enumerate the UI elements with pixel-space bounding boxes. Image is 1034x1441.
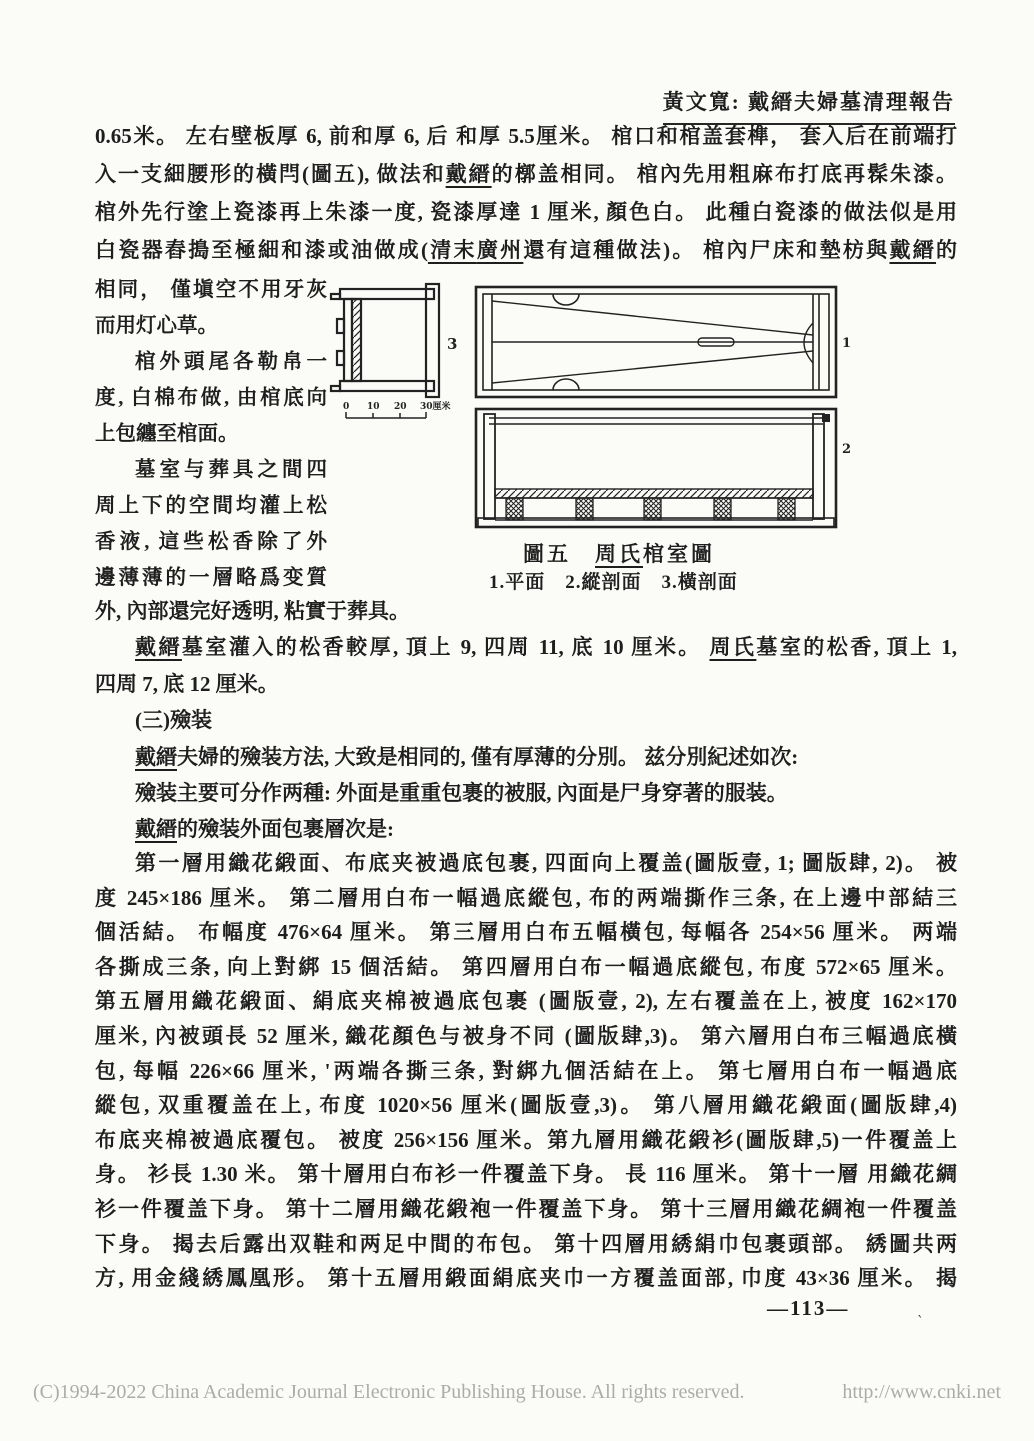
copyright-text: (C)1994-2022 China Academic Journal Electronic Publishing House. All rights reserved. [33,1381,745,1403]
text-line: 身。 衫長 1.30 米。 第十層用白布衫一件覆盖下身。 長 116 厘米。 第十一層 用織花綢 [95,1162,957,1187]
paragraph-burial-layers [95,846,957,1296]
text-line: 而用灯心草。 [95,315,218,337]
paragraph-top [95,117,957,269]
cross-section-diagram [331,284,439,397]
text-line: 縱包, 双重覆盖在上, 布度 1020×56 厘米(圖版壹,3)。 第八層用織花緞面(圖版肆,4) [95,1093,957,1118]
figure-caption: 圖五 周氏棺室圖 [523,542,715,566]
text-line: 香液, 這些松香除了外 [95,531,327,553]
page-number: —113— [767,1296,850,1320]
text-line: 白瓷器舂搗至極細和漆或油做成(清末廣州還有這種做法)。 棺內尸床和墊枋與戴縉的 [95,238,958,262]
figure-five-drawing [326,281,861,535]
text-line: 厘米, 內被頭長 52 厘米, 織花顏色与被身不同 (圖版肆,3)。 第六層用白布三幅過底橫 [95,1023,957,1048]
proper-noun: 周氏 [595,542,643,566]
proper-noun: 戴縉 [135,744,177,769]
text-line: 墓室与葬具之間四 [135,459,327,481]
proper-noun: 清末 [427,238,477,262]
text-line: 包, 每幅 226×66 厘米, '两端各撕三条, 對綁九個活結在上。 第七層用白布一幅過底 [95,1058,957,1083]
text-line: 度, 白棉布做, 由棺底向 [95,387,327,409]
text-line: 度 245×186 厘米。 第二層用白布一幅過底縱包, 布的两端撕作三条, 在上邊中部結三 [95,885,957,910]
text-line: 四周 7, 底 12 厘米。 [95,671,279,696]
proper-noun: 廣州 [476,238,524,262]
svg-text:20: 20 [394,402,407,412]
proper-noun: 戴縉 [889,238,937,262]
proper-noun: 周氏 [709,635,757,660]
svg-text:30厘米: 30厘米 [420,402,451,412]
text-line: 戴縉夫婦的殮装方法, 大致是相同的, 僅有厚薄的分別。 兹分別紀述如次: [135,744,799,769]
svg-text:10: 10 [367,402,380,412]
text-line: 棺外先行塗上瓷漆再上朱漆一度, 瓷漆厚達 1 厘米, 顏色白。 此種白瓷漆的做法似是用 [95,200,957,224]
footer-url: http://www.cnki.net [842,1381,1001,1403]
text-line: 上包纏至棺面。 [95,423,239,445]
text-line: 各撕成三条, 向上對綁 15 個活結。 第四層用白布一幅過底縱包, 布度 572×65 厘米。 [95,954,957,979]
part-label-cross: 3 [447,335,458,353]
copyright-footer [33,1381,1001,1404]
scale-bar [346,412,426,418]
text-line: 戴縉的殮装外面包裹層次是: [135,817,394,842]
plan-view-diagram [476,287,836,397]
text-line: 戴縉墓室灌入的松香較厚, 頂上 9, 四周 11, 底 10 厘米。 周氏墓室的松香, 頂上 1, [135,635,958,660]
text-line: 入一支細腰形的橫閂(圖五), 做法和戴縉的槨盖相同。 棺內先用粗麻布打底再髹朱漆。 [95,162,957,186]
proper-noun: 戴縉 [445,162,492,186]
text-line: 個活結。 布幅度 476×64 厘米。 第三層用白布五幅橫包, 每幅各 254×56 厘米。 两端 [95,920,957,945]
paragraph-resin [95,593,957,848]
proper-noun: 戴縉 [135,635,182,660]
proper-noun: 戴縉 [135,817,177,842]
part-label-longitudinal: 2 [842,442,852,457]
text-line: 衫一件覆盖下身。 第十二層用織花緞袍一件覆盖下身。 第十三層用織花綢袍一件覆盖 [95,1196,957,1221]
text-line: (三)殮装 [135,708,212,733]
running-header: 黃文寬: 戴縉夫婦墓清理報告 [663,86,955,125]
text-line: 相同， 僅塡空不用牙灰 [95,279,327,301]
figure-legend: 1.平面 2.縱剖面 3.橫剖面 [489,572,738,593]
text-line: 布底夹棉被過底覆包。 被度 256×156 厘米。第九層用織花緞衫(圖版肆,5)一件覆盖上 [95,1127,957,1152]
text-line: 下身。 揭去后露出双鞋和两足中間的布包。 第十四層用綉絹巾包裹頭部。 綉圖共两 [95,1231,957,1256]
text-line: 0.65米。 左右壁板厚 6, 前和厚 6, 后 和厚 5.5厘米。 棺口和棺盖套榫， 套入后在前端打 [95,124,957,148]
scale-bar-labels [343,400,451,412]
part-label-plan: 1 [842,336,852,351]
text-line: 邊薄薄的一層略爲变質 [95,567,327,589]
text-line: 殮装主要可分作两種: 外面是重重包裹的被服, 內面是尸身穿著的服装。 [135,780,788,805]
text-line: 周上下的空間均灌上松 [95,495,327,517]
text-line: 外, 內部還完好透明, 粘實于葬具。 [95,599,410,623]
longitudinal-section-diagram [476,409,836,527]
text-line: 棺外頭尾各勒帛一 [135,351,327,373]
left-text-column [95,272,327,596]
text-line: 第五層用織花緞面、絹底夹棉被過底包裹 (圖版壹, 2), 左右覆盖在上, 被度 162×170 [95,989,957,1014]
text-line: 方, 用金綫綉鳳凰形。 第十五層用緞面絹底夹巾一方覆盖面部, 巾度 43×36 厘米。 揭 [95,1266,957,1291]
text-line: 第一層用織花緞面、布底夹被過底包裹, 四面向上覆盖(圖版壹, 1; 圖版肆, 2)。 被 [135,851,957,875]
svg-text:0: 0 [343,402,350,412]
scan-artifact-mark: ‵ [918,1314,922,1330]
